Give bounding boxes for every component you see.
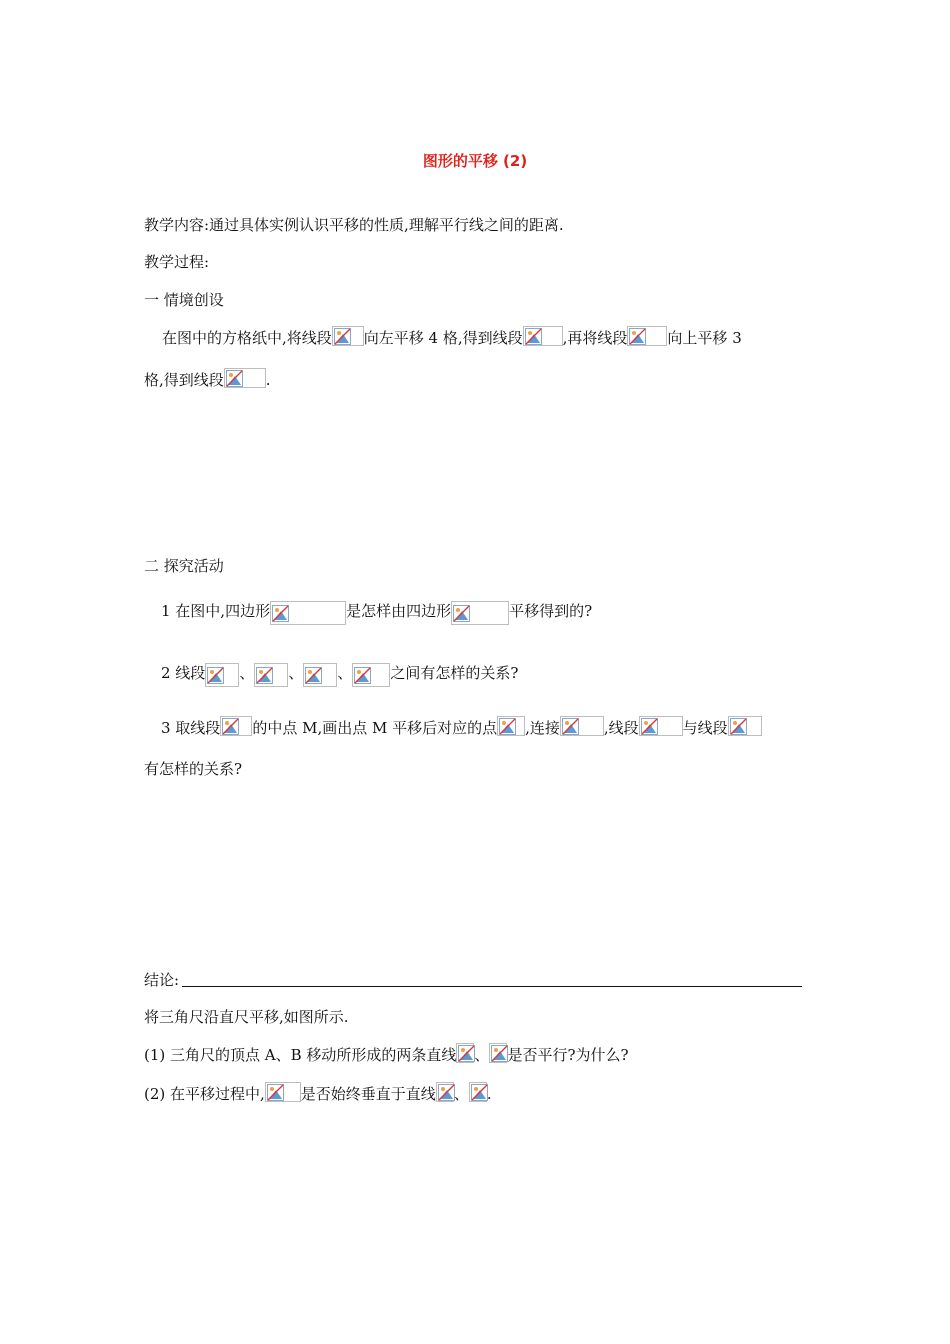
broken-image-icon: [491, 1045, 508, 1062]
question-1: 1 在图中,四边形 是怎样由四边形 平移得到的?: [161, 594, 592, 628]
broken-image-icon: [222, 718, 239, 735]
formula-image: [489, 1043, 507, 1063]
triangle-question-1: (1) 三角尺的顶点 A、B 移动所形成的两条直线 、 是否平行?为什么?: [144, 1043, 629, 1065]
broken-image-icon: [641, 718, 658, 735]
broken-image-icon: [226, 370, 243, 387]
conclusion-label: 结论:: [144, 971, 180, 989]
formula-image: [523, 326, 563, 346]
broken-image-icon: [334, 328, 351, 345]
question-3-line2: 有怎样的关系?: [144, 760, 243, 778]
formula-image: [436, 1082, 454, 1102]
formula-image: [497, 716, 525, 736]
formula-image: [469, 1082, 487, 1102]
formula-image: [728, 716, 762, 736]
teaching-content: 教学内容:通过具体实例认识平移的性质,理解平行线之间的距离.: [144, 216, 564, 234]
situation-paragraph-line1: 在图中的方格纸中,将线段 向左平移 4 格,得到线段 ,再将线段 向上平移 3: [162, 326, 742, 348]
broken-image-icon: [207, 667, 224, 684]
formula-image: [224, 368, 266, 388]
triangle-intro: 将三角尺沿直尺平移,如图所示.: [144, 1008, 349, 1026]
formula-image: [332, 326, 364, 346]
broken-image-icon: [267, 1084, 284, 1101]
formula-image: [627, 326, 667, 346]
broken-image-icon: [305, 667, 322, 684]
section-heading-2: 二 探究活动: [144, 557, 224, 575]
formula-image: [352, 663, 390, 687]
triangle-question-2: (2) 在平移过程中, 是否始终垂直于直线 、 .: [144, 1082, 492, 1104]
formula-image: [254, 663, 288, 687]
situation-paragraph-line2: 格,得到线段 .: [144, 368, 271, 390]
formula-image: [451, 601, 509, 625]
formula-image: [560, 716, 604, 736]
question-3-line1: 3 取线段 的中点 M,画出点 M 平移后对应的点 ,连接 ,线段 与线段: [161, 716, 762, 738]
page-title: 图形的平移 (2): [422, 152, 528, 170]
broken-image-icon: [499, 718, 516, 735]
broken-image-icon: [562, 718, 579, 735]
formula-image: [456, 1043, 474, 1063]
question-2: 2 线段 、 、 、 之间有怎样的关系?: [161, 656, 518, 690]
formula-image: [265, 1082, 301, 1102]
teaching-process: 教学过程:: [144, 253, 210, 271]
broken-image-icon: [471, 1084, 488, 1101]
broken-image-icon: [730, 718, 747, 735]
formula-image: [270, 601, 346, 625]
broken-image-icon: [256, 667, 273, 684]
broken-image-icon: [458, 1045, 475, 1062]
broken-image-icon: [525, 328, 542, 345]
broken-image-icon: [438, 1084, 455, 1101]
formula-image: [639, 716, 683, 736]
formula-image: [205, 663, 239, 687]
broken-image-icon: [354, 667, 371, 684]
broken-image-icon: [629, 328, 646, 345]
broken-image-icon: [453, 605, 470, 622]
formula-image: [220, 716, 252, 736]
conclusion-blank-line: [182, 986, 802, 987]
broken-image-icon: [272, 605, 289, 622]
formula-image: [303, 663, 337, 687]
section-heading-1: 一 情境创设: [144, 291, 224, 309]
